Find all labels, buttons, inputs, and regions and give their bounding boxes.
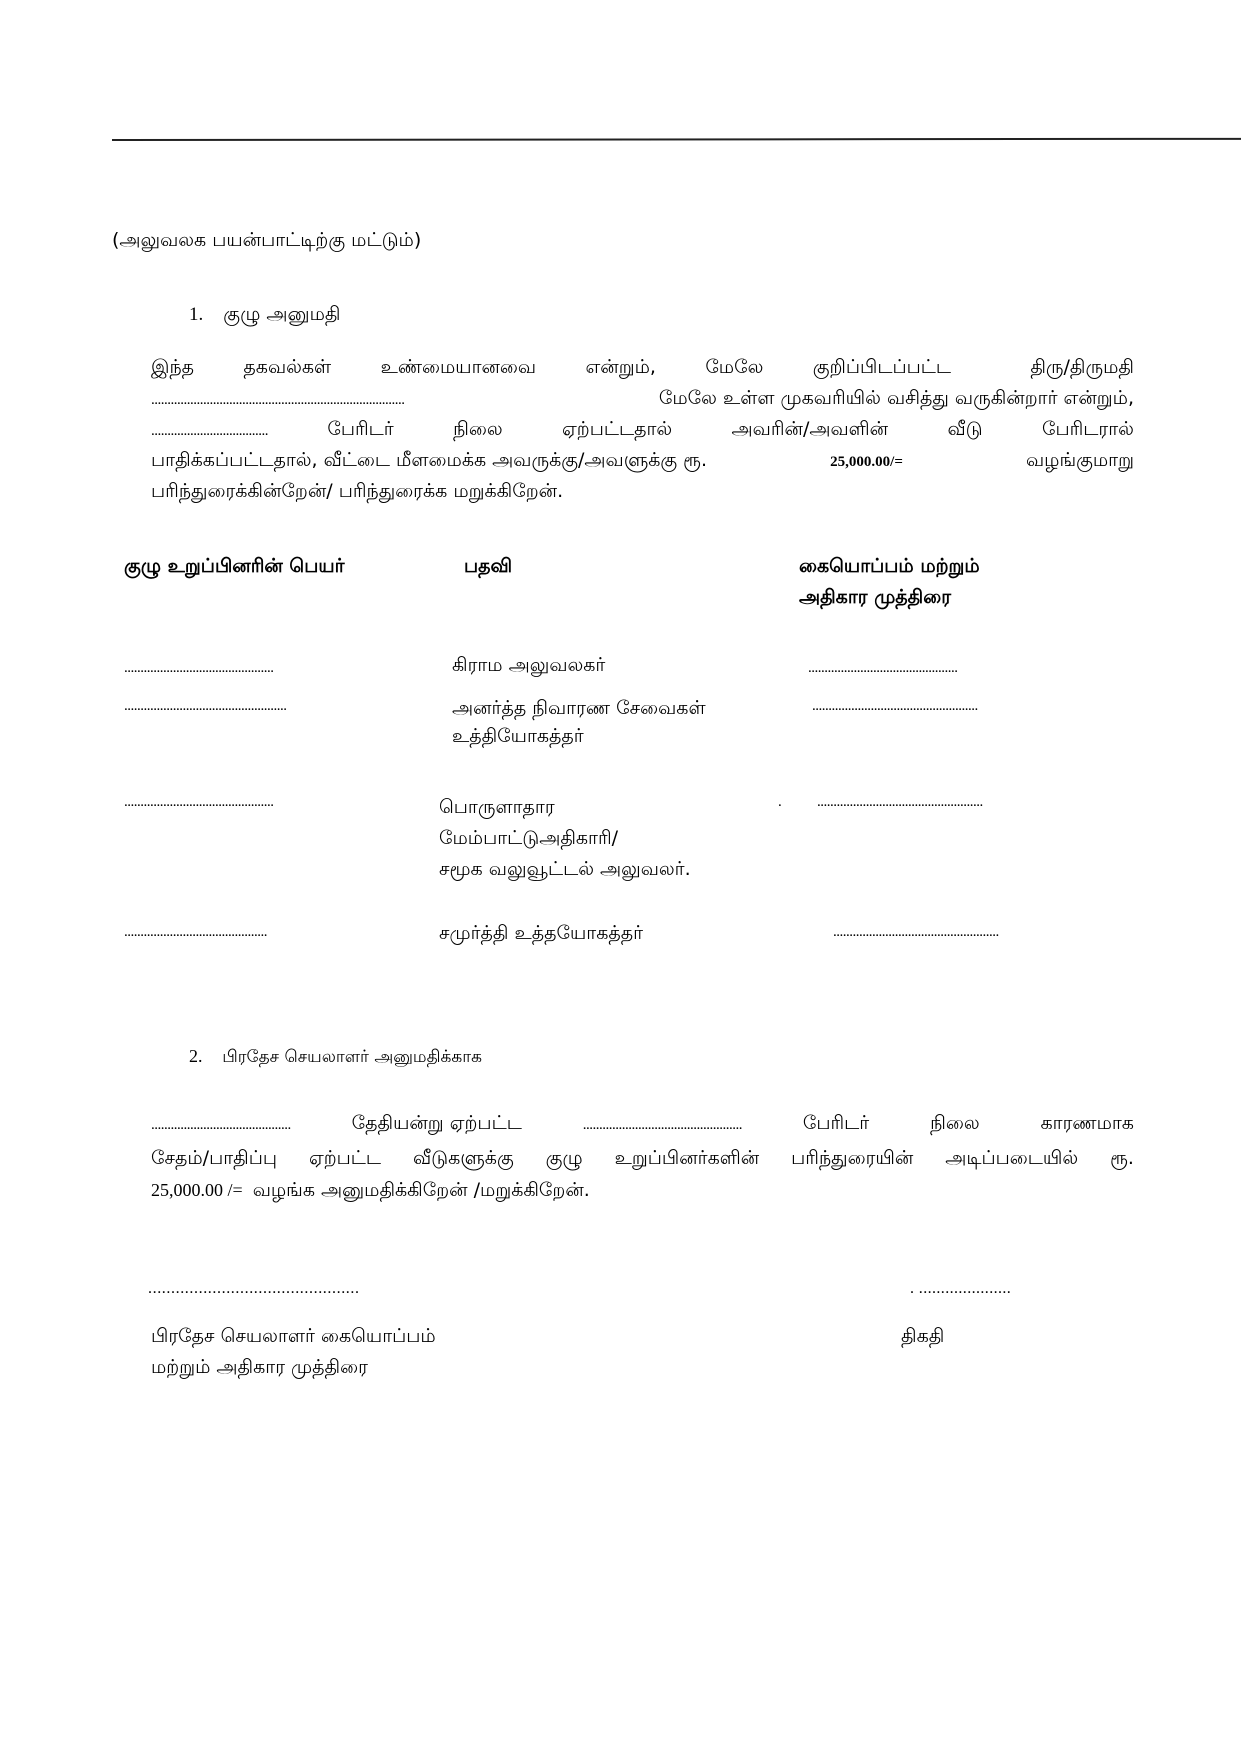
section2-para-line1 — [151, 1112, 1134, 1137]
header-signature-line1: கையொப்பம் மற்றும் — [799, 555, 980, 577]
para-word: இந்த — [151, 356, 195, 378]
date-label: திகதி — [901, 1325, 945, 1347]
para-word: பரிந்துரையின் — [791, 1147, 914, 1169]
para-word: உண்மையானவை — [380, 356, 537, 378]
row4-sign-blank: ................................................... — [833, 924, 999, 940]
section2-para-line3 — [151, 1179, 590, 1204]
para-word: காரணமாக — [1040, 1112, 1134, 1134]
para-word: ரூ. — [1110, 1147, 1134, 1169]
para-word: உறுப்பினர்களின் — [614, 1147, 760, 1169]
para-text: பாதிக்கப்பட்டதால், வீட்டை மீளமைக்க அவருக்கு/அவளுக்கு ரூ. — [151, 449, 708, 471]
disaster-type-blank: ................................................. — [582, 1117, 742, 1133]
amount: 25,000.00/= — [830, 454, 903, 470]
section1-heading — [189, 303, 340, 328]
section1-number: 1. — [189, 304, 204, 325]
para-word: குறிப்பிடப்பட்ட — [812, 356, 951, 378]
row1-name-blank: .............................................. — [124, 660, 274, 676]
row2-name-blank: .................................................. — [124, 698, 287, 714]
para-word: சேதம்/பாதிப்பு — [151, 1147, 277, 1169]
para-word: வழங்குமாறு — [1026, 449, 1134, 471]
para-word: அவரின்/அவளின் — [731, 418, 889, 440]
office-use-note: (அலுவலக பயன்பாட்டிற்கு மட்டும்) — [112, 229, 422, 251]
row3-position-line2: மேம்பாட்டுஅதிகாரி/ — [439, 827, 619, 849]
row3-position-line1: பொருளாதார — [439, 796, 555, 818]
row4-position: சமுர்த்தி உத்தயோகத்தர் — [439, 922, 644, 944]
row4-name-blank: ............................................ — [124, 924, 267, 940]
para-word: பேரிடர் — [802, 1112, 870, 1134]
secretary-sign-label-line1: பிரதேச செயலாளர் கையொப்பம் — [151, 1325, 436, 1347]
para-word: வீடுகளுக்கு — [412, 1147, 514, 1169]
disaster-blank: .................................... — [151, 423, 268, 439]
secretary-sign-blank: .............................................. — [148, 1280, 360, 1297]
para-word: நிலை — [453, 418, 503, 440]
section2-number: 2. — [189, 1046, 203, 1066]
section1-para-line2 — [151, 387, 1134, 412]
row3-name-blank: .............................................. — [124, 794, 274, 810]
para-word: குழு — [545, 1147, 583, 1169]
date-sign-blank: . ..................... — [910, 1280, 1012, 1297]
para-text: மேலே உள்ள முகவரியில் வசித்து வருகின்றார் என்றும், — [658, 387, 1134, 409]
para-word: திரு/திருமதி — [1030, 356, 1134, 378]
section1-para-line1 — [151, 356, 1134, 381]
para-word: தகவல்கள் — [243, 356, 332, 378]
header-member-name: குழு உறுப்பினரின் பெயர் — [124, 555, 345, 577]
para-word: அடிப்படையில் — [945, 1147, 1079, 1169]
amount: 25,000.00 /= — [151, 1180, 243, 1200]
para-word: என்றும், — [585, 356, 656, 378]
para-word: வீடு — [947, 418, 983, 440]
section2-title: பிரதேச செயலாளர் அனுமதிக்காக — [222, 1047, 483, 1067]
para-word: பேரிடரால் — [1041, 418, 1134, 440]
para-word: பேரிடர் — [327, 418, 394, 440]
section2-para-line2 — [151, 1147, 1134, 1172]
section1-para-line3 — [151, 418, 1134, 443]
row2-sign-blank: ................................................... — [812, 698, 978, 714]
header-signature-line2: அதிகார முத்திரை — [799, 586, 952, 608]
row1-position: கிராம அலுவலகர் — [452, 654, 606, 676]
date-blank: ........................................... — [151, 1117, 291, 1133]
para-text: வழங்க அனுமதிக்கிறேன் /மறுக்கிறேன். — [252, 1179, 590, 1201]
para-word: ஏற்பட்டதால் — [561, 418, 673, 440]
header-rule — [112, 138, 1241, 141]
section1-title: குழு அனுமதி — [223, 303, 341, 325]
section2-heading — [189, 1046, 482, 1069]
section1-para-line5: பரிந்துரைக்கின்றேன்/ பரிந்துரைக்க மறுக்கிறேன். — [151, 480, 564, 502]
header-position: பதவி — [464, 555, 513, 577]
row1-sign-blank: .............................................. — [808, 660, 958, 676]
section1-para-line4 — [151, 449, 1134, 474]
para-word: நிலை — [930, 1112, 980, 1134]
para-word: ஏற்பட்ட — [308, 1147, 382, 1169]
para-word: மேலே — [705, 356, 764, 378]
para-text: தேதியன்று ஏற்பட்ட — [351, 1112, 522, 1134]
row3-prefix-dot: . — [778, 794, 782, 810]
row3-position-line3: சமூக வலுவூட்டல் அலுவலர். — [439, 858, 691, 880]
row2-position-line1 — [452, 697, 757, 722]
secretary-sign-label-line2: மற்றும் அதிகார முத்திரை — [151, 1356, 368, 1378]
row3-sign-blank: ................................................... — [817, 794, 983, 810]
name-blank: .............................................................................. — [151, 392, 405, 408]
row2-position-line2: உத்தியோகத்தர் — [452, 725, 584, 747]
row2-position-text: அனர்த்த நிவாரண சேவைகள் — [452, 697, 706, 719]
